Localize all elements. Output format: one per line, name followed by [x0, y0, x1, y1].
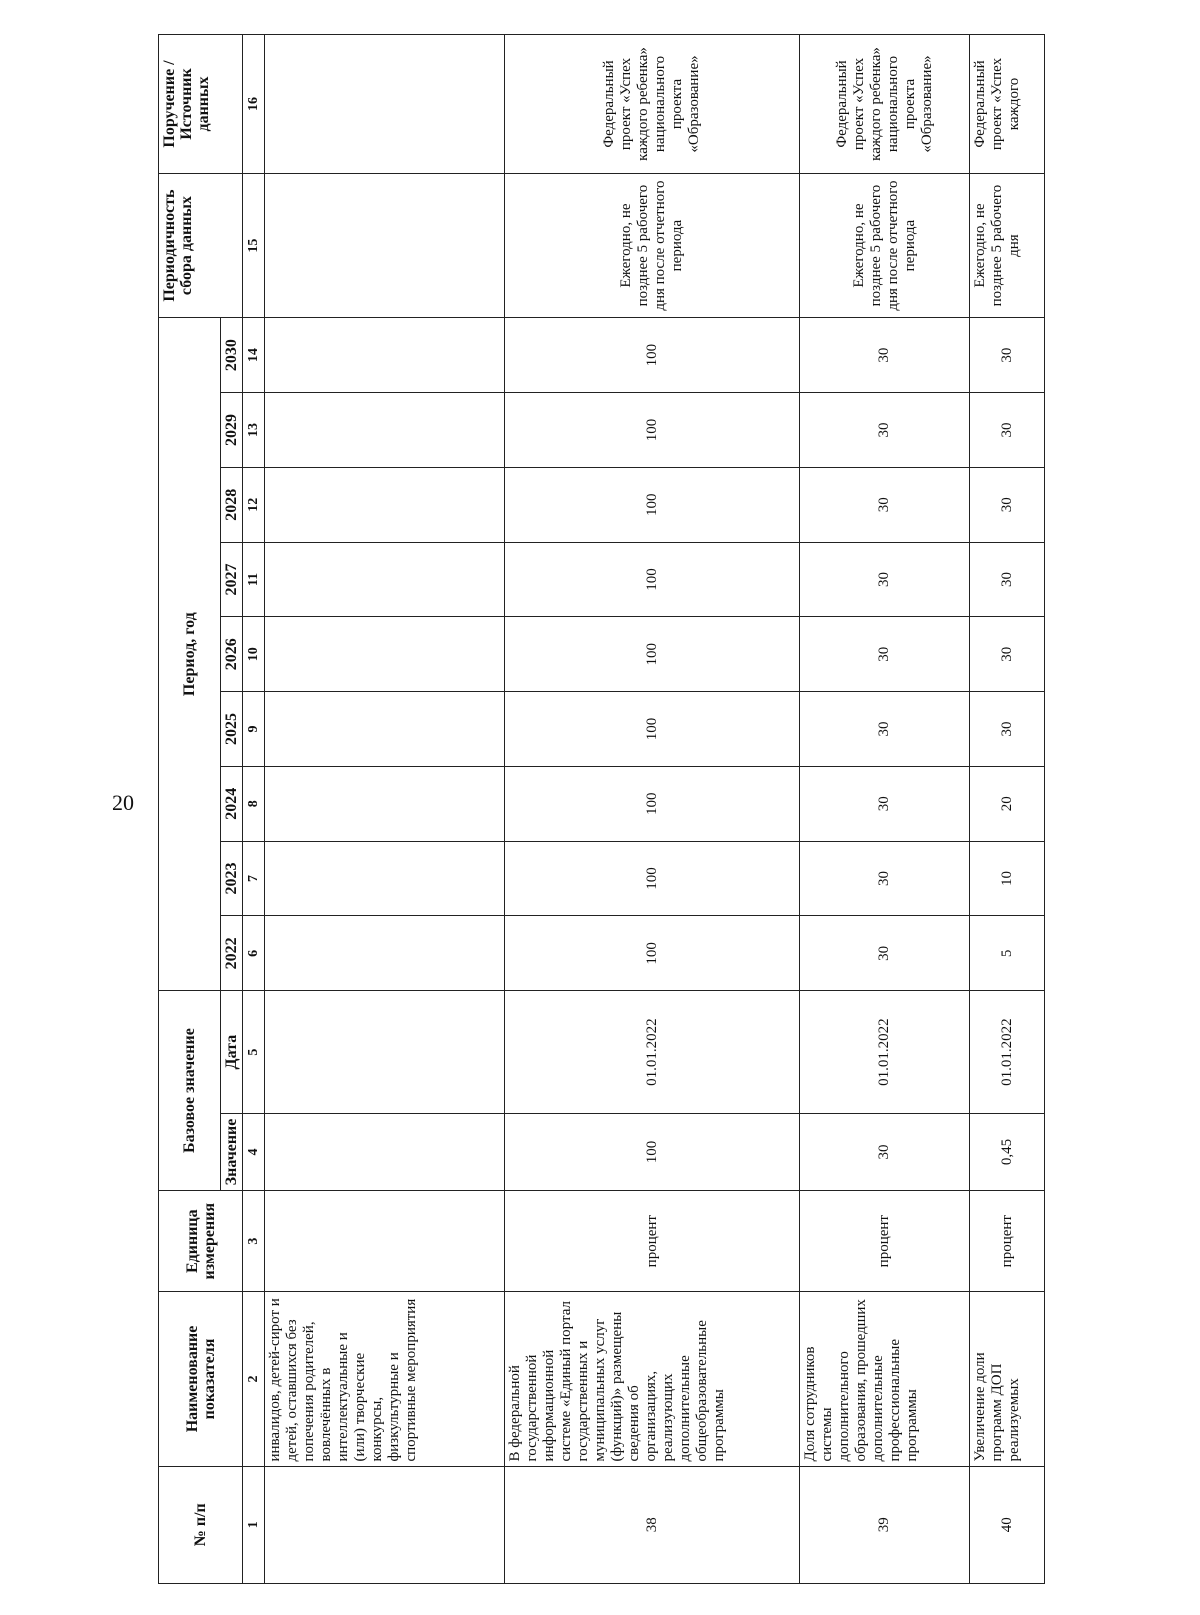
table-row [265, 35, 505, 1584]
column-number-row [243, 35, 265, 1584]
row-name: инвалидов, детей-сирот и детей, оставшихся без попечения родителей, вовлечённых в интеллектуальные и (или) творческие конкурсы, физкультурные и спортивные мероприятия [265, 1292, 505, 1466]
col-number: 10 [243, 617, 265, 692]
header-year: 2027 [221, 542, 243, 617]
header-base: Базовое значение [159, 991, 221, 1191]
col-number: 12 [243, 467, 265, 542]
row-value: 100 [505, 841, 800, 916]
row-value: 30 [800, 542, 970, 617]
row-value [265, 692, 505, 767]
col-number: 7 [243, 841, 265, 916]
col-number: 14 [243, 318, 265, 393]
row-base-date [265, 991, 505, 1114]
row-value [265, 542, 505, 617]
row-value: 30 [800, 318, 970, 393]
row-num: 40 [970, 1466, 1045, 1583]
table-row [505, 35, 800, 1584]
row-value: 100 [505, 393, 800, 468]
row-name: Увеличение доли программ ДОП реализуемых [970, 1292, 1045, 1466]
col-number: 6 [243, 916, 265, 991]
row-source: Федеральный проект «Успех каждого ребенка» национального проекта «Образование» [505, 35, 800, 174]
row-value: 100 [505, 542, 800, 617]
col-number: 5 [243, 991, 265, 1114]
row-source: Федеральный проект «Успех каждого [970, 35, 1045, 174]
row-num: 38 [505, 1466, 800, 1583]
col-number: 4 [243, 1114, 265, 1191]
row-value [265, 916, 505, 991]
header-year: 2028 [221, 467, 243, 542]
col-number: 16 [243, 35, 265, 174]
row-source: Федеральный проект «Успех каждого ребенка» национального проекта «Образование» [800, 35, 970, 174]
row-value: 30 [800, 692, 970, 767]
col-number: 3 [243, 1190, 265, 1291]
row-frequency: Ежегодно, не позднее 5 рабочего дня после отчетного периода [505, 173, 800, 317]
row-base-value: 100 [505, 1114, 800, 1191]
header-source: Поручение / Источник данных [159, 35, 243, 174]
row-value: 5 [970, 916, 1045, 991]
page-number: 20 [112, 790, 134, 815]
header-year: 2026 [221, 617, 243, 692]
row-value: 30 [800, 916, 970, 991]
row-frequency: Ежегодно, не позднее 5 рабочего дня [970, 173, 1045, 317]
row-source [265, 35, 505, 174]
row-frequency: Ежегодно, не позднее 5 рабочего дня после отчетного периода [800, 173, 970, 317]
row-value [265, 467, 505, 542]
row-value [265, 318, 505, 393]
header-year: 2024 [221, 766, 243, 841]
row-value: 100 [505, 916, 800, 991]
row-unit: процент [505, 1190, 800, 1291]
row-value: 100 [505, 692, 800, 767]
row-value [265, 766, 505, 841]
row-base-value: 30 [800, 1114, 970, 1191]
header-year: 2022 [221, 916, 243, 991]
row-num [265, 1466, 505, 1583]
row-base-date: 01.01.2022 [970, 991, 1045, 1114]
row-name: Доля сотрудников системы дополнительного образования, прошедших дополнительные профессиональные программы [800, 1292, 970, 1466]
row-value: 100 [505, 318, 800, 393]
row-value: 30 [970, 692, 1045, 767]
row-value: 10 [970, 841, 1045, 916]
row-base-date: 01.01.2022 [800, 991, 970, 1114]
col-number: 1 [243, 1466, 265, 1583]
row-frequency [265, 173, 505, 317]
col-number: 9 [243, 692, 265, 767]
row-value [265, 841, 505, 916]
header-period: Период, год [159, 318, 221, 991]
row-base-value [265, 1114, 505, 1191]
table-row [970, 35, 1045, 1584]
header-name: Наименование показателя [159, 1292, 243, 1466]
row-num: 39 [800, 1466, 970, 1583]
row-value: 100 [505, 467, 800, 542]
row-value: 20 [970, 766, 1045, 841]
row-value: 30 [970, 617, 1045, 692]
table-row [800, 35, 970, 1584]
col-number: 15 [243, 173, 265, 317]
row-value: 100 [505, 766, 800, 841]
header-frequency: Периодичность сбора данных [159, 173, 243, 317]
row-value: 30 [970, 318, 1045, 393]
row-value: 30 [970, 542, 1045, 617]
header-unit: Единица измерения [159, 1190, 243, 1291]
header-year: 2023 [221, 841, 243, 916]
header-year: 2029 [221, 393, 243, 468]
row-name: В федеральной государственной информационной системе «Единый портал государственных и муниципальных услуг (функций)» размещены сведения об организациях, реализующих дополнительные общеобразовательные программы [505, 1292, 800, 1466]
indicators-table [158, 34, 1045, 1584]
row-value: 30 [800, 841, 970, 916]
col-number: 2 [243, 1292, 265, 1466]
row-unit: процент [800, 1190, 970, 1291]
header-year: 2030 [221, 318, 243, 393]
row-base-date: 01.01.2022 [505, 991, 800, 1114]
rotated-table-container [158, 34, 1036, 1584]
col-number: 13 [243, 393, 265, 468]
row-value: 30 [800, 617, 970, 692]
row-base-value: 0,45 [970, 1114, 1045, 1191]
col-number: 8 [243, 766, 265, 841]
row-value: 30 [970, 467, 1045, 542]
row-value: 30 [800, 393, 970, 468]
row-value [265, 393, 505, 468]
row-value: 100 [505, 617, 800, 692]
row-unit: процент [970, 1190, 1045, 1291]
row-value: 30 [970, 393, 1045, 468]
row-value [265, 617, 505, 692]
header-num: № п/п [159, 1466, 243, 1583]
row-value: 30 [800, 467, 970, 542]
header-base-date: Дата [221, 991, 243, 1114]
header-year: 2025 [221, 692, 243, 767]
row-unit [265, 1190, 505, 1291]
header-base-value: Значение [221, 1114, 243, 1191]
col-number: 11 [243, 542, 265, 617]
row-value: 30 [800, 766, 970, 841]
